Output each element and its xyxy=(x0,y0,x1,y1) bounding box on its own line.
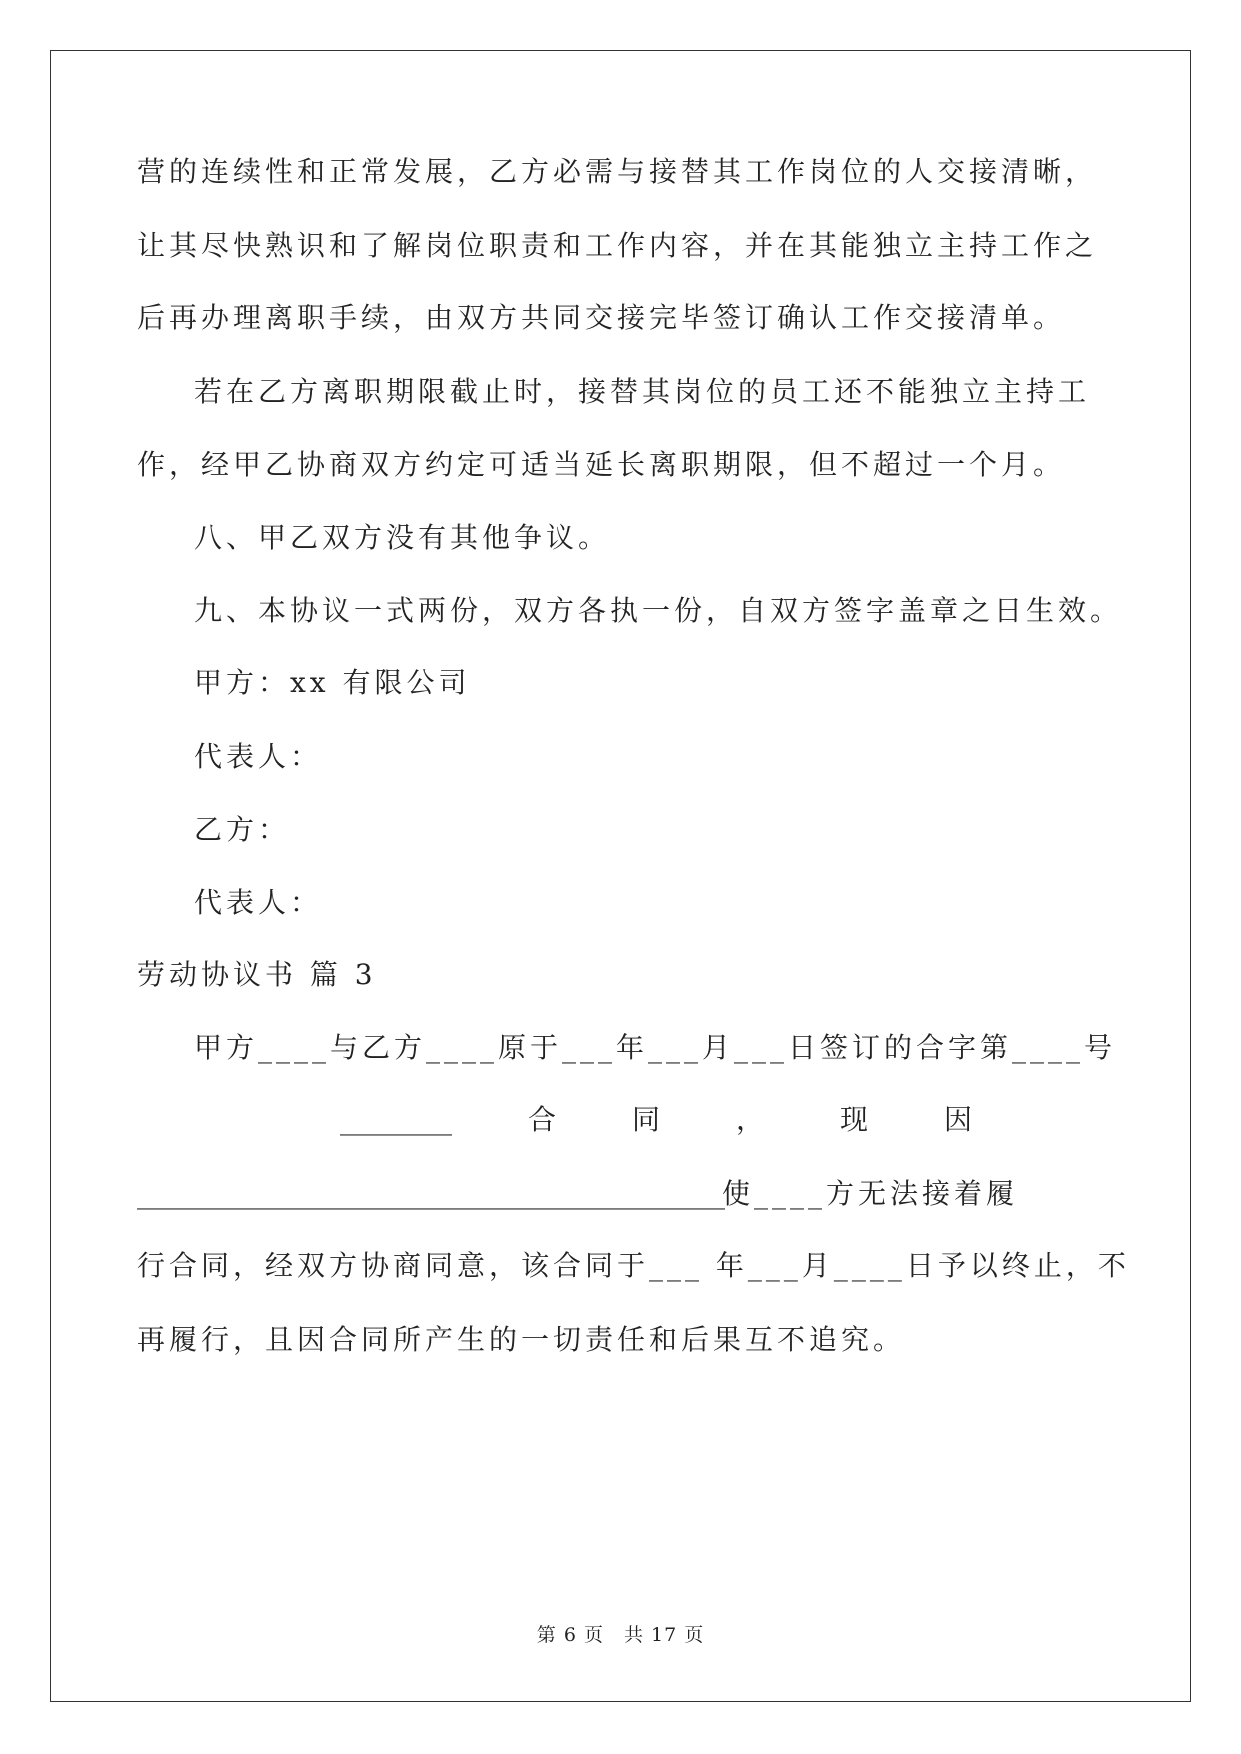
paragraph-line: 营的连续性和正常发展，乙方必需与接替其工作岗位的人交接清晰， xyxy=(137,155,1098,188)
word: ， xyxy=(735,1103,764,1136)
party-a-representative: 代表人： xyxy=(194,740,323,773)
paragraph-line: 再履行，且因合同所产生的一切责任和后果互不追究。 xyxy=(137,1323,906,1356)
paragraph-line: 使____方无法接着履 xyxy=(722,1177,1019,1210)
clause-9: 九、本协议一式两份，双方各执一份，自双方签字盖章之日生效。 xyxy=(194,594,1123,627)
justified-line xyxy=(340,1100,972,1140)
party-b-representative: 代表人： xyxy=(194,886,323,919)
word: 合 xyxy=(527,1103,556,1136)
paragraph-line: 甲方____与乙方____原于___年___月___日签订的合字第____号 xyxy=(194,1031,1117,1064)
page-number: 第 6 页 共 17 页 xyxy=(536,1624,705,1646)
section-heading: 劳动协议书 篇 3 xyxy=(137,958,377,991)
long-blank: __________________________________________ xyxy=(137,1177,725,1210)
blank: ________ xyxy=(340,1103,452,1136)
party-b: 乙方： xyxy=(194,813,291,846)
word: 现 xyxy=(839,1103,868,1136)
party-a: 甲方：xx 有限公司 xyxy=(194,666,471,699)
paragraph-line: 让其尽快熟识和了解岗位职责和工作内容，并在其能独立主持工作之 xyxy=(137,229,1098,262)
paragraph-line: 作，经甲乙协商双方约定可适当延长离职期限，但不超过一个月。 xyxy=(137,448,1066,481)
clause-8: 八、甲乙双方没有其他争议。 xyxy=(194,521,611,554)
paragraph-line: 行合同，经双方协商同意，该合同于___ 年___月____日予以终止，不 xyxy=(137,1249,1130,1282)
paragraph-line: 后再办理离职手续，由双方共同交接完毕签订确认工作交接清单。 xyxy=(137,301,1066,334)
paragraph-line: 若在乙方离职期限截止时，接替其岗位的员工还不能独立主持工 xyxy=(194,375,1091,408)
word: 因 xyxy=(943,1103,972,1136)
word: 同 xyxy=(631,1103,660,1136)
